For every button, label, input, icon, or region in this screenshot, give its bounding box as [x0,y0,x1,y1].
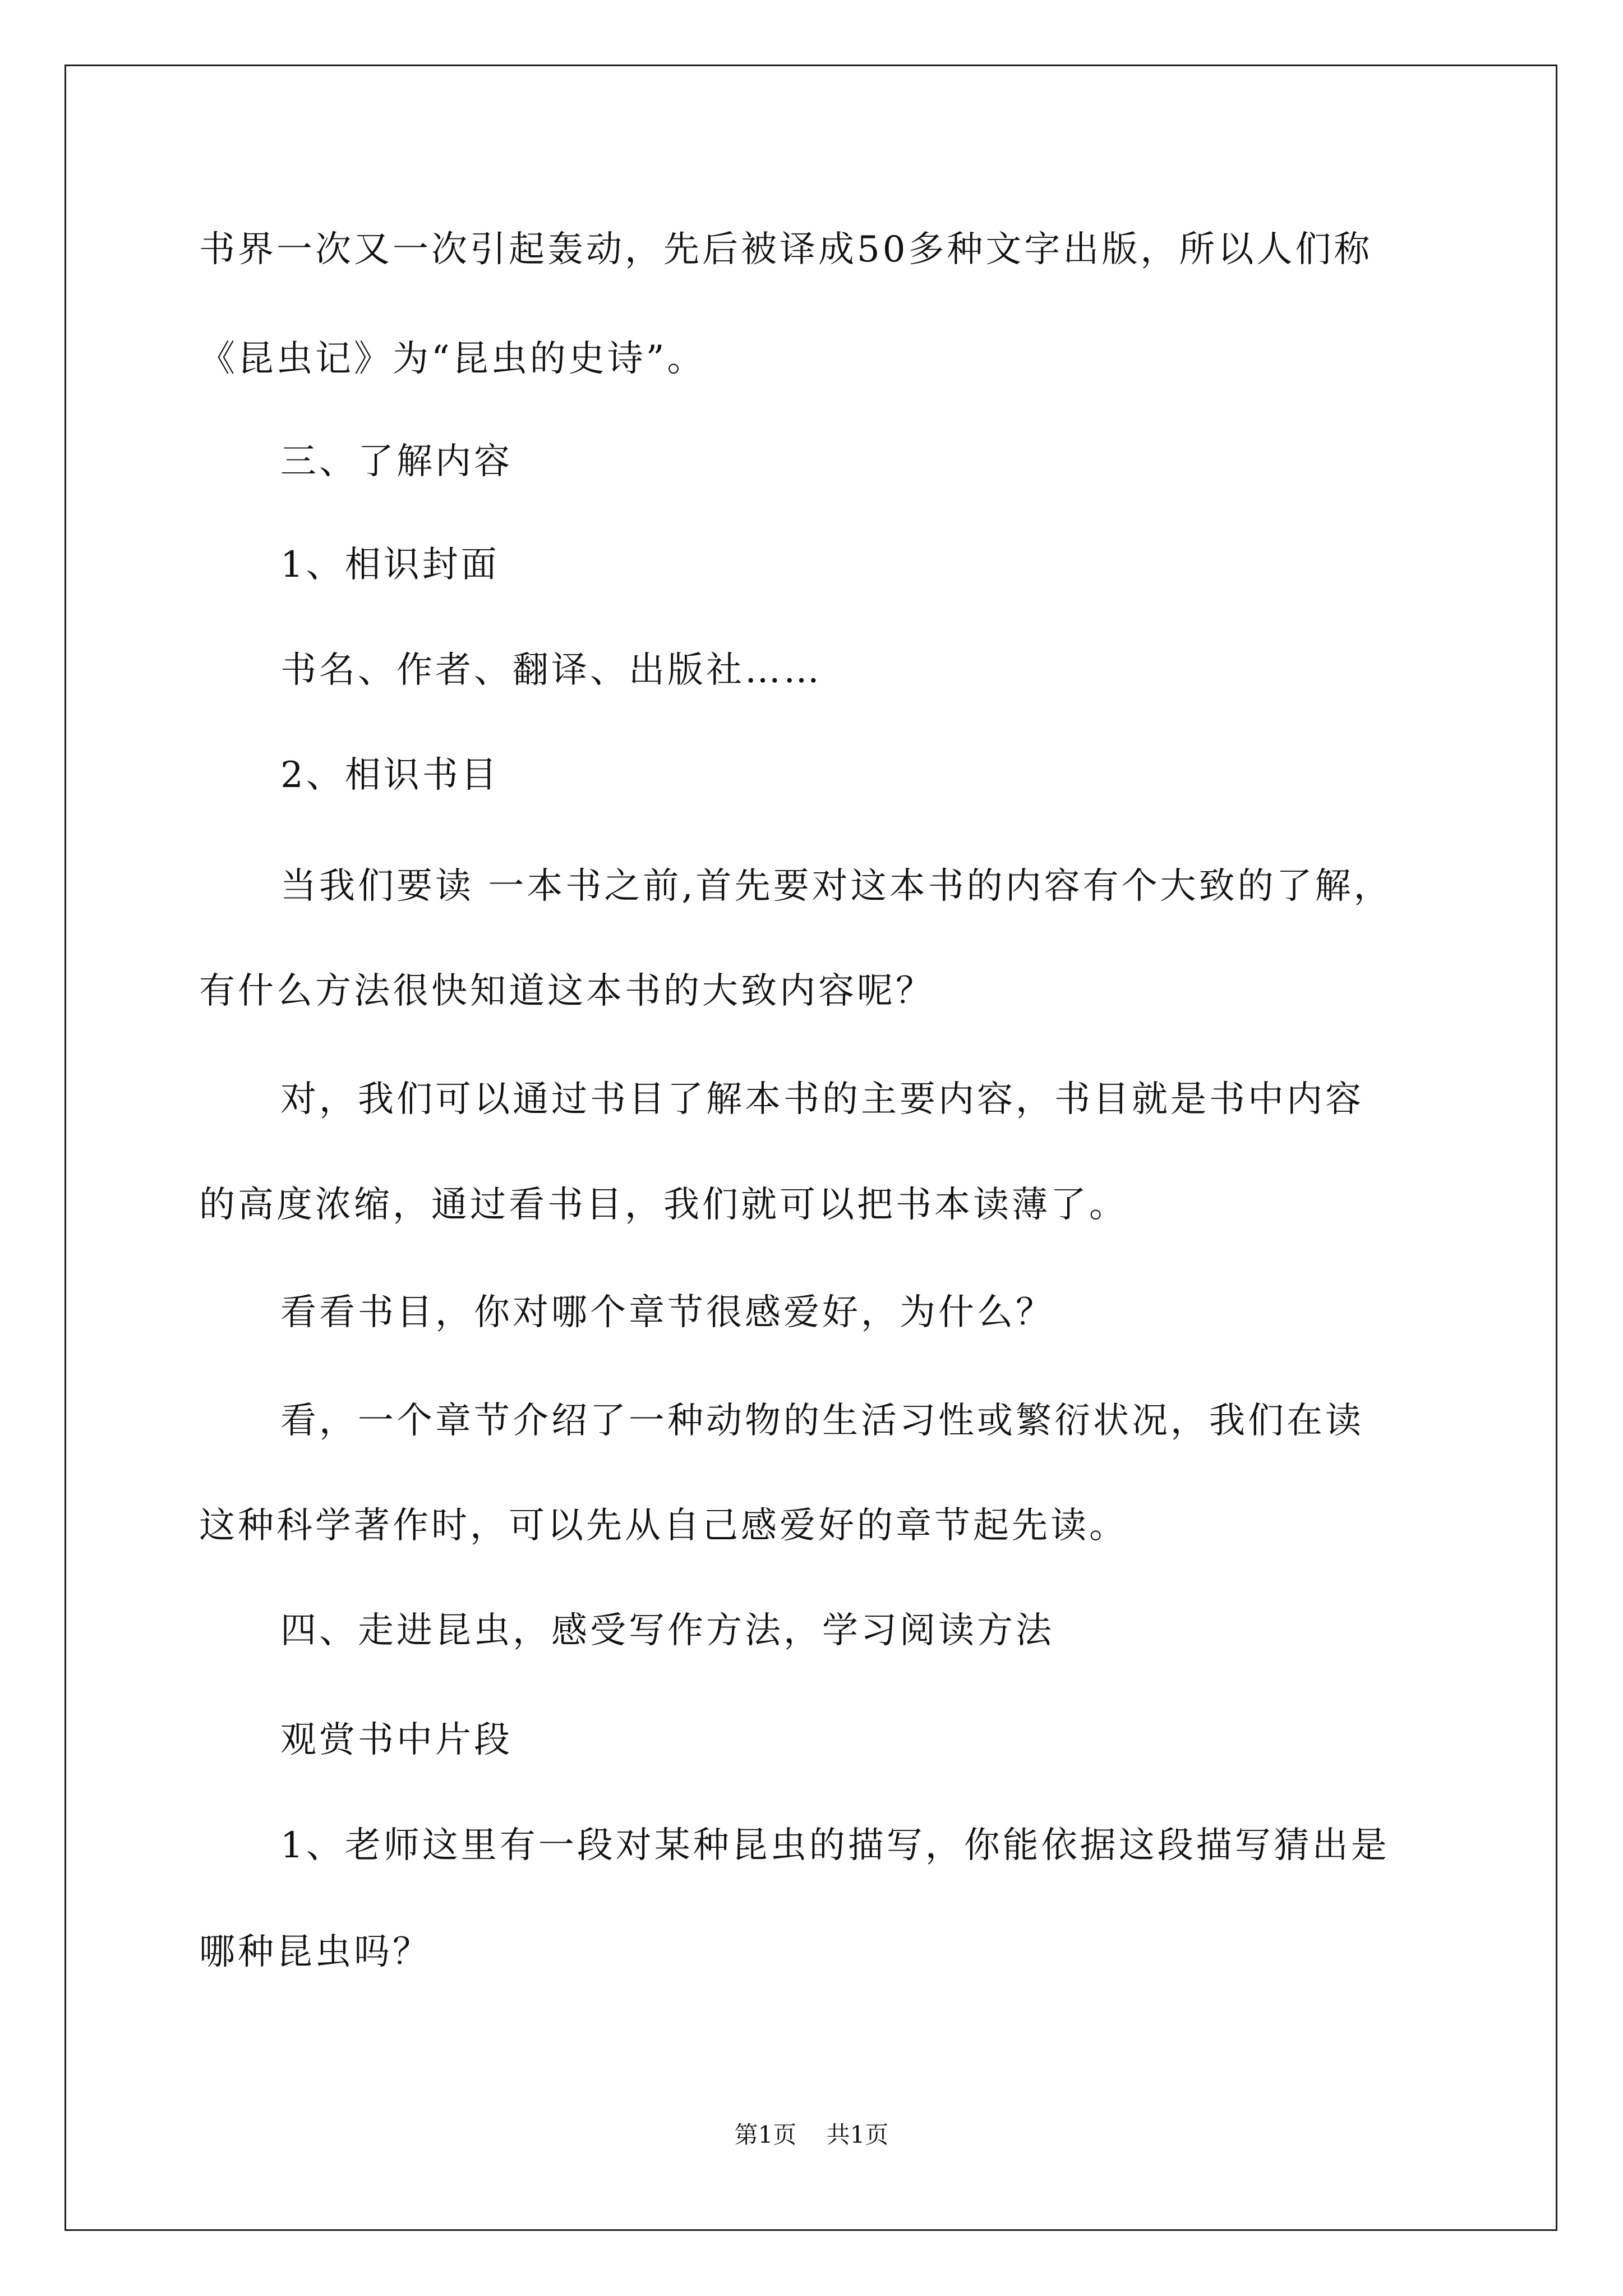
text-line: 的高度浓缩，通过看书目，我们就可以把书本读薄了。 [199,1184,1128,1226]
section-heading: 四、走进昆虫，感受写作方法，学习阅读方法 [280,1610,1054,1651]
text-line: 看看书目，你对哪个章节很感爱好，为什么？ [280,1292,1054,1333]
text-line: 看，一个章节介绍了一种动物的生活习性或繁衍状况，我们在读 [280,1400,1364,1442]
subsection-heading: 1、相识封面 [280,544,500,586]
page-footer [0,2119,1623,2151]
text-line: 1、老师这里有一段对某种昆虫的描写，你能依据这段描写猜出是 [280,1825,1390,1866]
section-heading: 三、了解内容 [280,441,513,482]
page-number-current: 第1页 [734,2121,797,2148]
text-line: 有什么方法很快知道这本书的大致内容呢？ [199,970,934,1012]
text-line: 这种科学著作时，可以先从自己感爱好的章节起先读。 [199,1505,1128,1547]
text-line: 观赏书中片段 [280,1719,513,1761]
text-line: 书界一次又一次引起轰动，先后被译成50多种文字出版，所以人们称 [199,229,1373,270]
subsection-heading: 2、相识书目 [280,754,500,796]
text-line: 对，我们可以通过书目了解本书的主要内容，书目就是书中内容 [280,1079,1364,1120]
page-number-total: 共1页 [826,2121,889,2148]
text-line: 书名、作者、翻译、出版社…… [280,650,822,691]
text-line: 当我们要读 一本书之前,首先要对这本书的内容有个大致的了解， [280,866,1393,907]
page-border [64,65,1557,2231]
text-line: 哪种昆虫吗？ [199,1931,431,1973]
text-line: 《昆虫记》为“昆虫的史诗”。 [199,338,706,380]
